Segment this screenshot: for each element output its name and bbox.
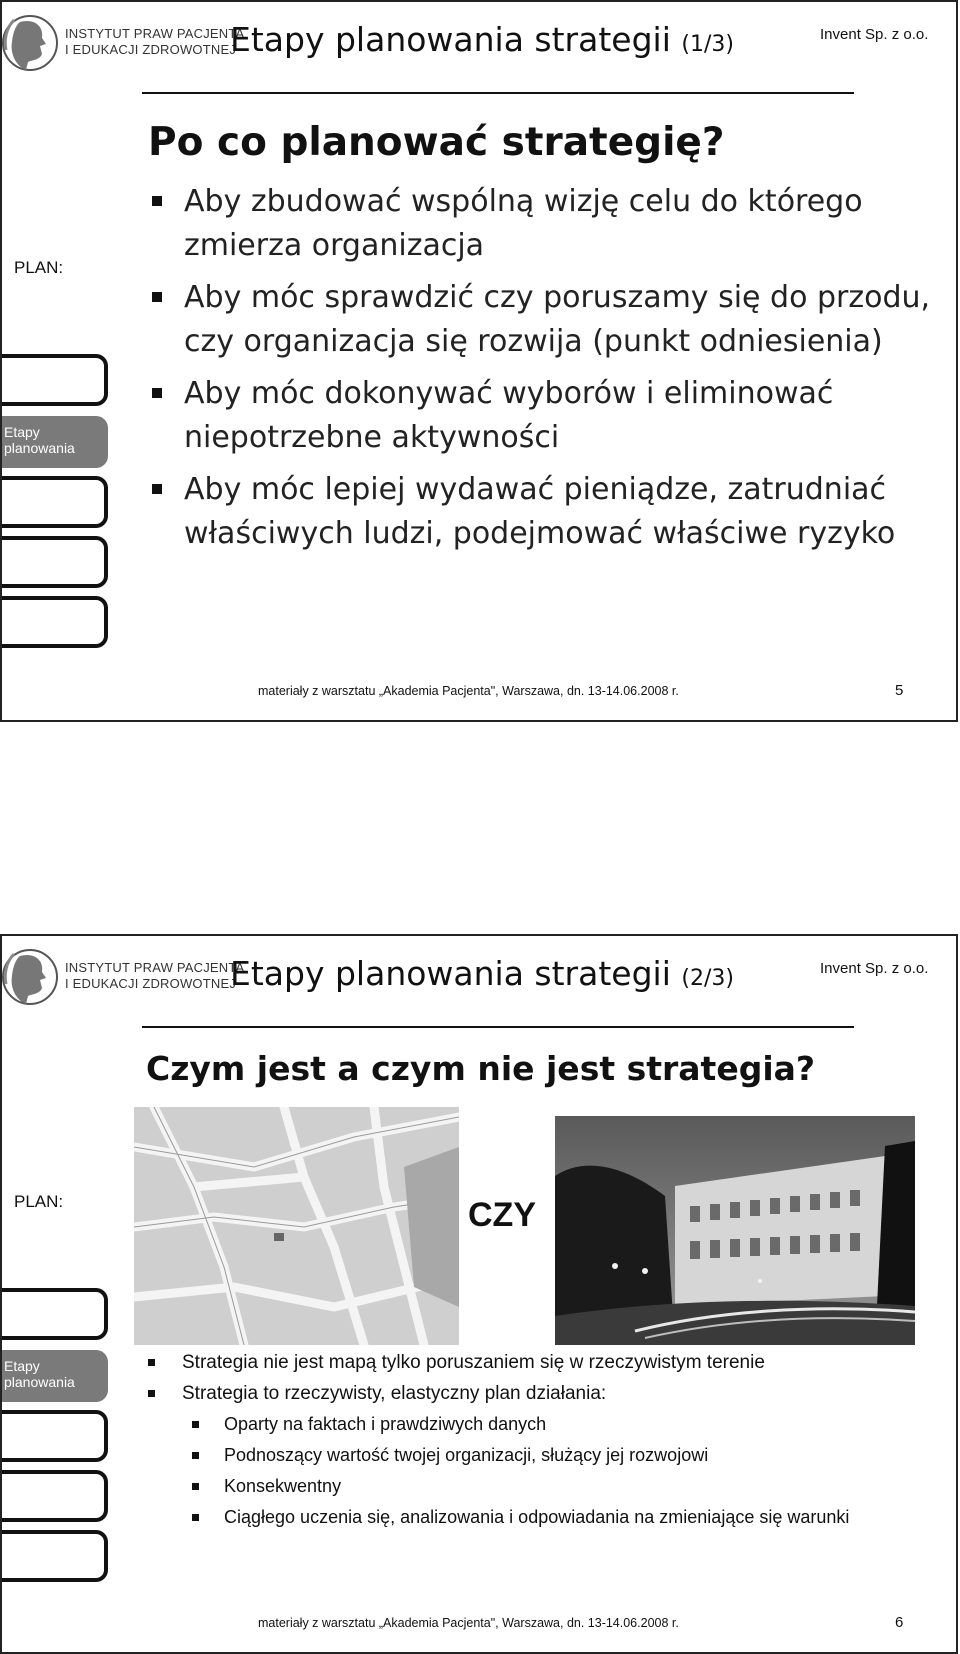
slide-title-text: Etapy planowania strategii: [230, 954, 671, 993]
page-number: 5: [895, 682, 904, 699]
profile-face-icon: [2, 944, 62, 1010]
bullet-list: [146, 1347, 946, 1533]
list-item-text: Strategia to rzeczywisty, elastyczny plan działania:: [182, 1383, 607, 1404]
list-item: [148, 276, 938, 364]
bullet-square-icon: [192, 1483, 199, 1490]
sidebar-tab-active-label: Etapy planowania: [4, 424, 75, 456]
sub-list-item: [146, 1409, 946, 1440]
slide-title: [230, 20, 734, 59]
sub-list-item-text: Ciągłego uczenia się, analizowania i odpowiadania na zmieniające się warunki: [224, 1507, 850, 1527]
bullet-square-icon: [192, 1452, 199, 1459]
logo-line-1: INSTYTUT PRAW PACJENTA: [65, 960, 245, 975]
slide-title: [230, 954, 734, 993]
bullet-square-icon: [148, 1390, 155, 1397]
list-item-text: Strategia nie jest mapą tylko poruszaniem się w rzeczywistym terenie: [182, 1352, 765, 1373]
logo-line-2: I EDUKACJI ZDROWOTNEJ: [65, 976, 237, 991]
company-name: Invent Sp. z o.o.: [820, 26, 929, 43]
title-divider: [142, 92, 854, 94]
bullet-square-icon: [152, 292, 162, 302]
sub-list-item: [146, 1440, 946, 1471]
bullet-square-icon: [148, 1359, 155, 1366]
bullet-square-icon: [152, 484, 162, 494]
list-item: [148, 180, 938, 268]
slide-title-text: Etapy planowania strategii: [230, 20, 671, 59]
logo-line-1: INSTYTUT PRAW PACJENTA: [65, 26, 245, 41]
list-item-text: Aby móc dokonywać wyborów i eliminować niepotrzebne aktywności: [184, 376, 834, 455]
sidebar-tab[interactable]: [2, 596, 108, 648]
bullet-square-icon: [192, 1514, 199, 1521]
plan-label: PLAN:: [14, 1192, 64, 1211]
list-item: [146, 1347, 946, 1378]
sidebar-tab[interactable]: [2, 1288, 108, 1340]
sidebar-tab-active[interactable]: [2, 1350, 108, 1402]
sidebar-tab-active[interactable]: [2, 416, 108, 468]
title-divider: [142, 1026, 854, 1028]
institute-logo: [2, 944, 245, 1014]
slide-title-part: (1/3): [681, 32, 734, 57]
slide-footer: materiały z warsztatu „Akademia Pacjenta", Warszawa, dn. 13-14.06.2008 r.: [258, 684, 679, 698]
sub-list-item-text: Konsekwentny: [224, 1476, 342, 1496]
bullet-square-icon: [152, 196, 162, 206]
sidebar-tab[interactable]: [2, 476, 108, 528]
bullet-square-icon: [152, 388, 162, 398]
slide-title-part: (2/3): [681, 966, 734, 991]
colosseum-photo: [555, 1116, 915, 1345]
institute-logo: [2, 10, 245, 80]
slide-5: [0, 0, 958, 722]
company-name: Invent Sp. z o.o.: [820, 960, 929, 977]
colosseum-drawing: [555, 1116, 915, 1345]
sub-list-item-text: Oparty na faktach i prawdziwych danych: [224, 1414, 547, 1434]
slide-heading: Czym jest a czym nie jest strategia?: [146, 1049, 816, 1088]
page-number: 6: [895, 1614, 904, 1631]
sidebar-tab[interactable]: [2, 1410, 108, 1462]
sidebar-tab[interactable]: [2, 1470, 108, 1522]
sidebar-tab[interactable]: [2, 354, 108, 406]
slide-heading: Po co planować strategię?: [148, 120, 725, 165]
bullet-square-icon: [192, 1421, 199, 1428]
list-item-text: Aby móc sprawdzić czy poruszamy się do przodu, czy organizacja się rozwija (punkt odniesienia): [184, 280, 931, 359]
street-map-drawing: [134, 1107, 459, 1345]
list-item-text: Aby zbudować wspólną wizję celu do którego zmierza organizacja: [184, 184, 863, 263]
plan-label: PLAN:: [14, 258, 64, 277]
sub-list-item: [146, 1502, 946, 1533]
sub-list-item-text: Podnoszący wartość twojej organizacji, służący jej rozwojowi: [224, 1445, 709, 1465]
list-item: [146, 1378, 946, 1409]
list-item: [148, 468, 938, 556]
sidebar-tab[interactable]: [2, 536, 108, 588]
logo-line-2: I EDUKACJI ZDROWOTNEJ: [65, 42, 237, 57]
slide-footer: materiały z warsztatu „Akademia Pacjenta", Warszawa, dn. 13-14.06.2008 r.: [258, 1616, 679, 1630]
list-item-text: Aby móc lepiej wydawać pieniądze, zatrudniać właściwych ludzi, podejmować właściwe ryzyko: [184, 472, 896, 551]
czy-label: CZY: [468, 1196, 536, 1234]
list-item: [148, 372, 938, 460]
profile-face-icon: [2, 10, 62, 76]
street-map-image: [134, 1107, 459, 1345]
sidebar-tab-active-label: Etapy planowania: [4, 1358, 75, 1390]
sub-list-item: [146, 1471, 946, 1502]
bullet-list: [148, 180, 938, 564]
sidebar-tab[interactable]: [2, 1530, 108, 1582]
